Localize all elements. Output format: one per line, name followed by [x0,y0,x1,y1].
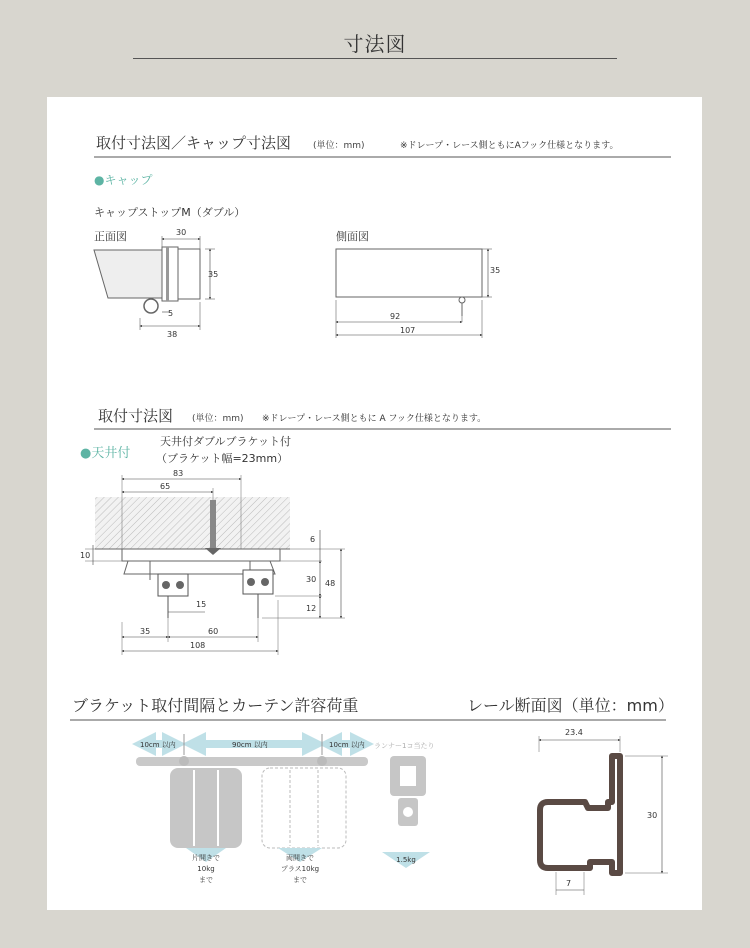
dim-15: 15 [196,600,207,609]
bracket-line2: （ブラケット幅=23mm） [156,452,289,465]
bracket-line1: 天井付ダブルブラケット付 [160,435,292,448]
dim-6: 6 [310,535,316,544]
section1-note: ※ドレープ・レース側ともにAフック仕様となります。 [400,141,619,151]
load-runner: 1.5kg [396,856,416,864]
runner-label: ランナー1コ当たり [374,742,435,750]
section1-unit: (単位：mm) [313,141,365,151]
load-left-2: 10kg [197,865,215,873]
dim-65: 65 [160,482,171,491]
cap-label: ●キャップ [94,173,153,187]
ceiling-label: ●天井付 [80,446,131,461]
dim-83: 83 [173,469,184,478]
load-mid-3: まで [293,876,307,884]
front-dim-height: 35 [208,270,219,279]
front-dim-width: 30 [176,228,187,237]
section1-title: 取付寸法図／キャップ寸法図 [96,134,292,152]
dim-48: 48 [325,579,336,588]
side-view-label: 側面図 [336,230,369,243]
side-dim-height: 35 [490,266,501,275]
dim-30: 30 [306,575,317,584]
spacing-left: 10cm 以内 [140,741,176,749]
dim-108: 108 [190,641,206,650]
section2-unit: (単位：mm) [192,414,244,424]
dim-12: 12 [306,604,317,613]
bracket-spacing-diagram [136,734,430,868]
side-dim-inner: 92 [390,312,401,321]
front-dim-small: 5 [168,309,174,318]
rail-bottom: 7 [566,879,572,888]
rail-height: 30 [647,811,658,820]
spacing-mid: 90cm 以内 [232,741,268,749]
load-left-3: まで [199,876,213,884]
product-name: キャップストップM（ダブル） [94,206,246,219]
spacing-right: 10cm 以内 [329,741,365,749]
section2-title: 取付寸法図 [98,407,174,425]
front-dim-total: 38 [167,330,178,339]
load-mid-2: プラス10kg [280,865,320,873]
side-view-drawing [336,249,492,338]
section4-title: レール断面図（単位：mm） [467,696,674,715]
section2-note: ※ドレープ・レース側ともに A フック仕様となります。 [262,414,487,424]
side-dim-total: 107 [400,326,416,335]
rail-width: 23.4 [565,728,583,737]
page-title: 寸法図 [343,32,407,56]
load-left-1: 片開きで [192,854,220,862]
dim-60: 60 [208,627,219,636]
dim-10: 10 [80,551,91,560]
dim-35: 35 [140,627,151,636]
front-view-drawing [94,236,215,330]
front-view-label: 正面図 [94,230,127,243]
load-mid-1: 両開きで [286,854,314,862]
section3-title: ブラケット取付間隔とカーテン許容荷重 [72,696,359,715]
